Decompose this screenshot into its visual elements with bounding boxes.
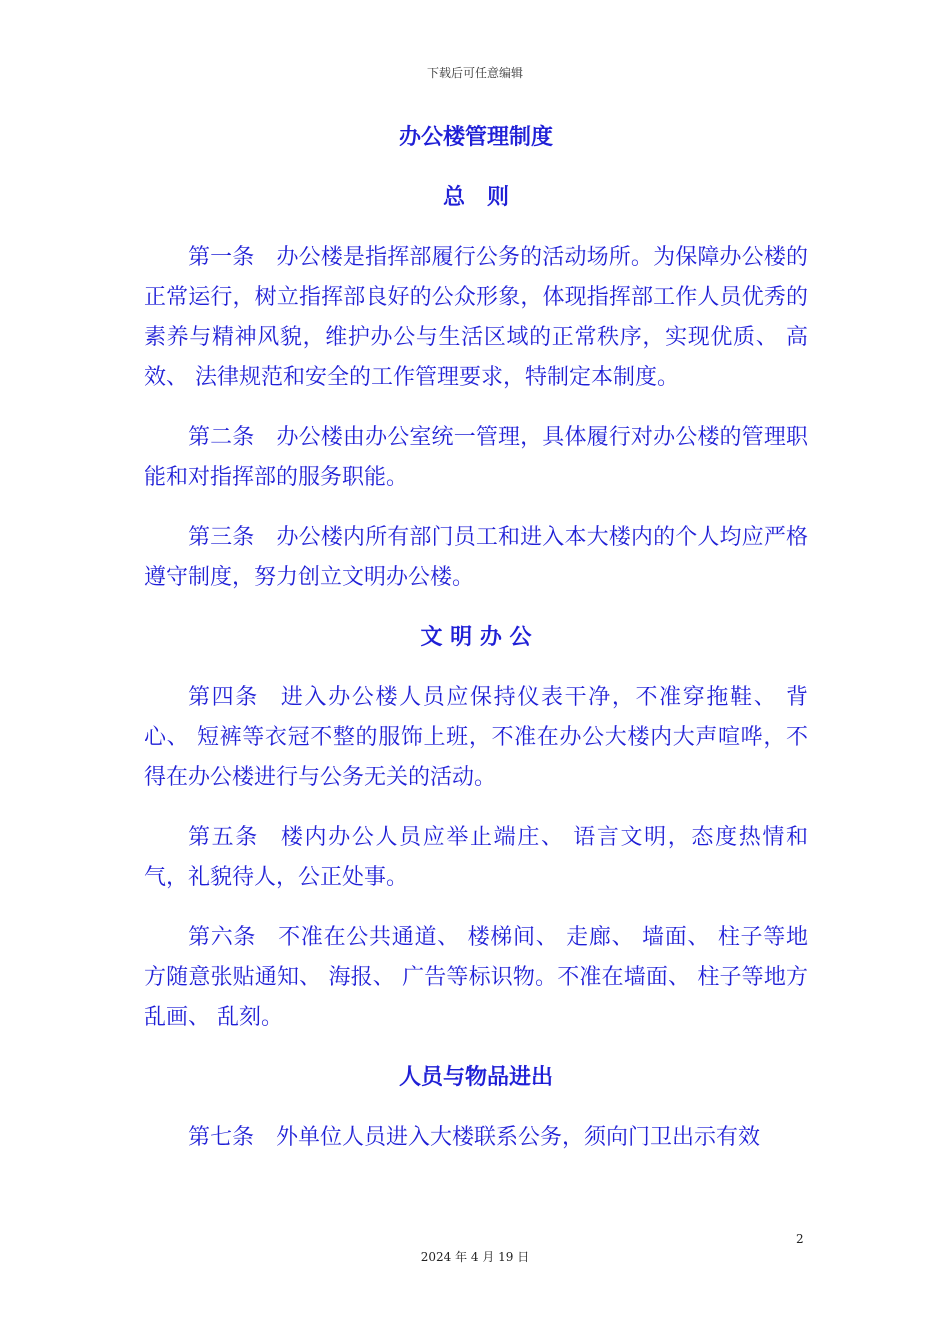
article-text: 外单位人员进入大楼联系公务，须向门卫出示有效 <box>276 1125 761 1150</box>
article-label: 第六条 <box>188 925 257 950</box>
article-text: 办公楼是指挥部履行公务的活动场所。为保障办公楼的正常运行，树立指挥部良好的公众形象，体现指挥部工作人员优秀的素养与精神风貌，维护办公与生活区域的正常秩序，实现优质、 高效、 法律规范和安全的工作管理要求，特制定本制度。 <box>144 245 808 390</box>
article-3 <box>144 518 808 598</box>
article-text: 办公楼内所有部门员工和进入本大楼内的个人均应严格遵守制度，努力创立文明办公楼。 <box>144 525 808 590</box>
section-heading-civilized-office: 文 明 办 公 <box>420 625 532 650</box>
article-label: 第一条 <box>188 245 255 270</box>
page-footer-date: 2024 年 4 月 19 日 <box>420 1250 530 1264</box>
page-number: 2 <box>796 1232 804 1246</box>
article-5 <box>144 818 808 898</box>
document-title: 办公楼管理制度 <box>398 125 553 150</box>
article-7 <box>144 1118 808 1158</box>
article-4 <box>144 678 808 798</box>
section-heading-people-goods: 人员与物品进出 <box>398 1065 553 1090</box>
document-body <box>144 118 808 1158</box>
article-label: 第二条 <box>188 425 255 450</box>
article-2 <box>144 418 808 498</box>
article-label: 第五条 <box>188 825 259 850</box>
article-label: 第三条 <box>188 525 255 550</box>
article-label: 第七条 <box>188 1125 255 1150</box>
article-text: 不准在公共通道、 楼梯间、 走廊、 墙面、 柱子等地方随意张贴通知、 海报、 广告等标识物。不准在墙面、 柱子等地方乱画、 乱刻。 <box>144 925 808 1030</box>
page-header-note: 下载后可任意编辑 <box>426 66 523 80</box>
article-1 <box>144 238 808 398</box>
article-text: 楼内办公人员应举止端庄、 语言文明，态度热情和气，礼貌待人，公正处事。 <box>144 825 808 890</box>
section-heading-general: 总 则 <box>442 185 509 210</box>
article-6 <box>144 918 808 1038</box>
article-text: 办公楼由办公室统一管理，具体履行对办公楼的管理职能和对指挥部的服务职能。 <box>144 425 808 490</box>
article-text: 进入办公楼人员应保持仪表干净，不准穿拖鞋、 背心、 短裤等衣冠不整的服饰上班，不准在办公大楼内大声喧哗，不得在办公楼进行与公务无关的活动。 <box>144 685 808 790</box>
article-label: 第四条 <box>188 685 259 710</box>
